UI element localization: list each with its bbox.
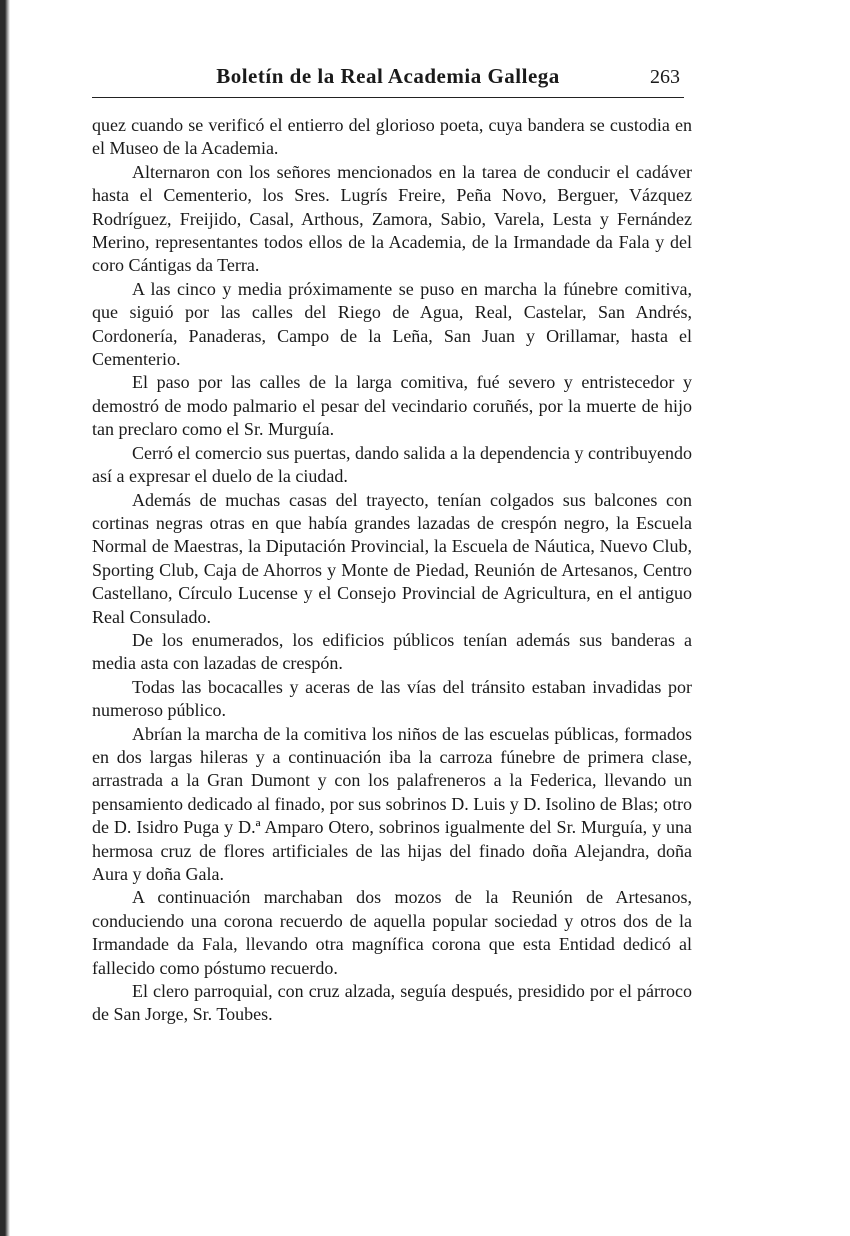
scan-binding-edge (0, 0, 10, 1236)
page-number: 263 (650, 66, 680, 88)
paragraph: Alternaron con los señores mencionados en la tarea de conducir el cadáver hasta el Cementerio, los Sres. Lugrís Freire, Peña Novo, Berguer, Vázquez Rodríguez, Freijido, Casal, Arthous, Zamora, Sabio, Varela, Lesta y Fernández Merino, representantes todos ellos de la Academia, de la Irmandade da Fala y del coro Cántigas da Terra. (92, 161, 692, 276)
running-title: Boletín de la Real Academia Gallega (216, 64, 560, 88)
paragraph-continuation: quez cuando se verificó el entierro del glorioso poeta, cuya bandera se custodia en el Museo de la Academia. (92, 115, 692, 159)
paragraph: Además de muchas casas del trayecto, tenían colgados sus balcones con cortinas negras otras en que había grandes lazadas de crespón negro, la Escuela Normal de Maestras, la Diputación Provincial, la Escuela de Náutica, Nuevo Club, Sporting Club, Caja de Ahorros y Monte de Piedad, Reunión de Artesanos, Centro Castellano, Círculo Lucense y el Consejo Provincial de Agricultura, en el antiguo Real Consulado. (92, 489, 692, 627)
page-header (92, 60, 684, 96)
header-rule (92, 97, 684, 98)
paragraph: Cerró el comercio sus puertas, dando salida a la dependencia y contribuyendo así a expresar el duelo de la ciudad. (92, 442, 692, 487)
paragraph: A las cinco y media próximamente se puso en marcha la fúnebre comitiva, que siguió por las calles del Riego de Agua, Real, Castelar, San Andrés, Cordonería, Panaderas, Campo de la Leña, San Juan y Orillamar, hasta el Cementerio. (92, 278, 692, 370)
paragraph: El paso por las calles de la larga comitiva, fué severo y entristecedor y demostró de modo palmario el pesar del vecindario coruñés, por la muerte de hijo tan preclaro como el Sr. Murguía. (92, 372, 692, 440)
body-text (92, 114, 692, 1027)
paragraph: Abrían la marcha de la comitiva los niños de las escuelas públicas, formados en dos largas hileras y a continuación iba la carroza fúnebre de primera clase, arrastrada a la Gran Dumont y con los palafreneros a la Federica, llevando un pensamiento dedicado al finado, por sus sobrinos D. Luis y D. Isolino de Blas; otro de D. Isidro Puga y D.ª Amparo Otero, sobrinos igualmente del Sr. Murguía, y una hermosa cruz de flores artificiales de las hijas del finado doña Alejandra, doña Aura y doña Gala. (92, 723, 692, 884)
paragraph: El clero parroquial, con cruz alzada, seguía después, presidido por el párroco de San Jorge, Sr. Toubes. (92, 981, 692, 1025)
paragraph: Todas las bocacalles y aceras de las vías del tránsito estaban invadidas por numeroso público. (92, 676, 692, 721)
paragraph: De los enumerados, los edificios públicos tenían además sus banderas a media asta con lazadas de crespón. (92, 629, 692, 674)
paragraph: A continuación marchaban dos mozos de la Reunión de Artesanos, conduciendo una corona recuerdo de aquella popular sociedad y otros dos de la Irmandade da Fala, llevando otra magnífica corona que esta Entidad dedicó al fallecido como póstumo recuerdo. (92, 887, 692, 978)
